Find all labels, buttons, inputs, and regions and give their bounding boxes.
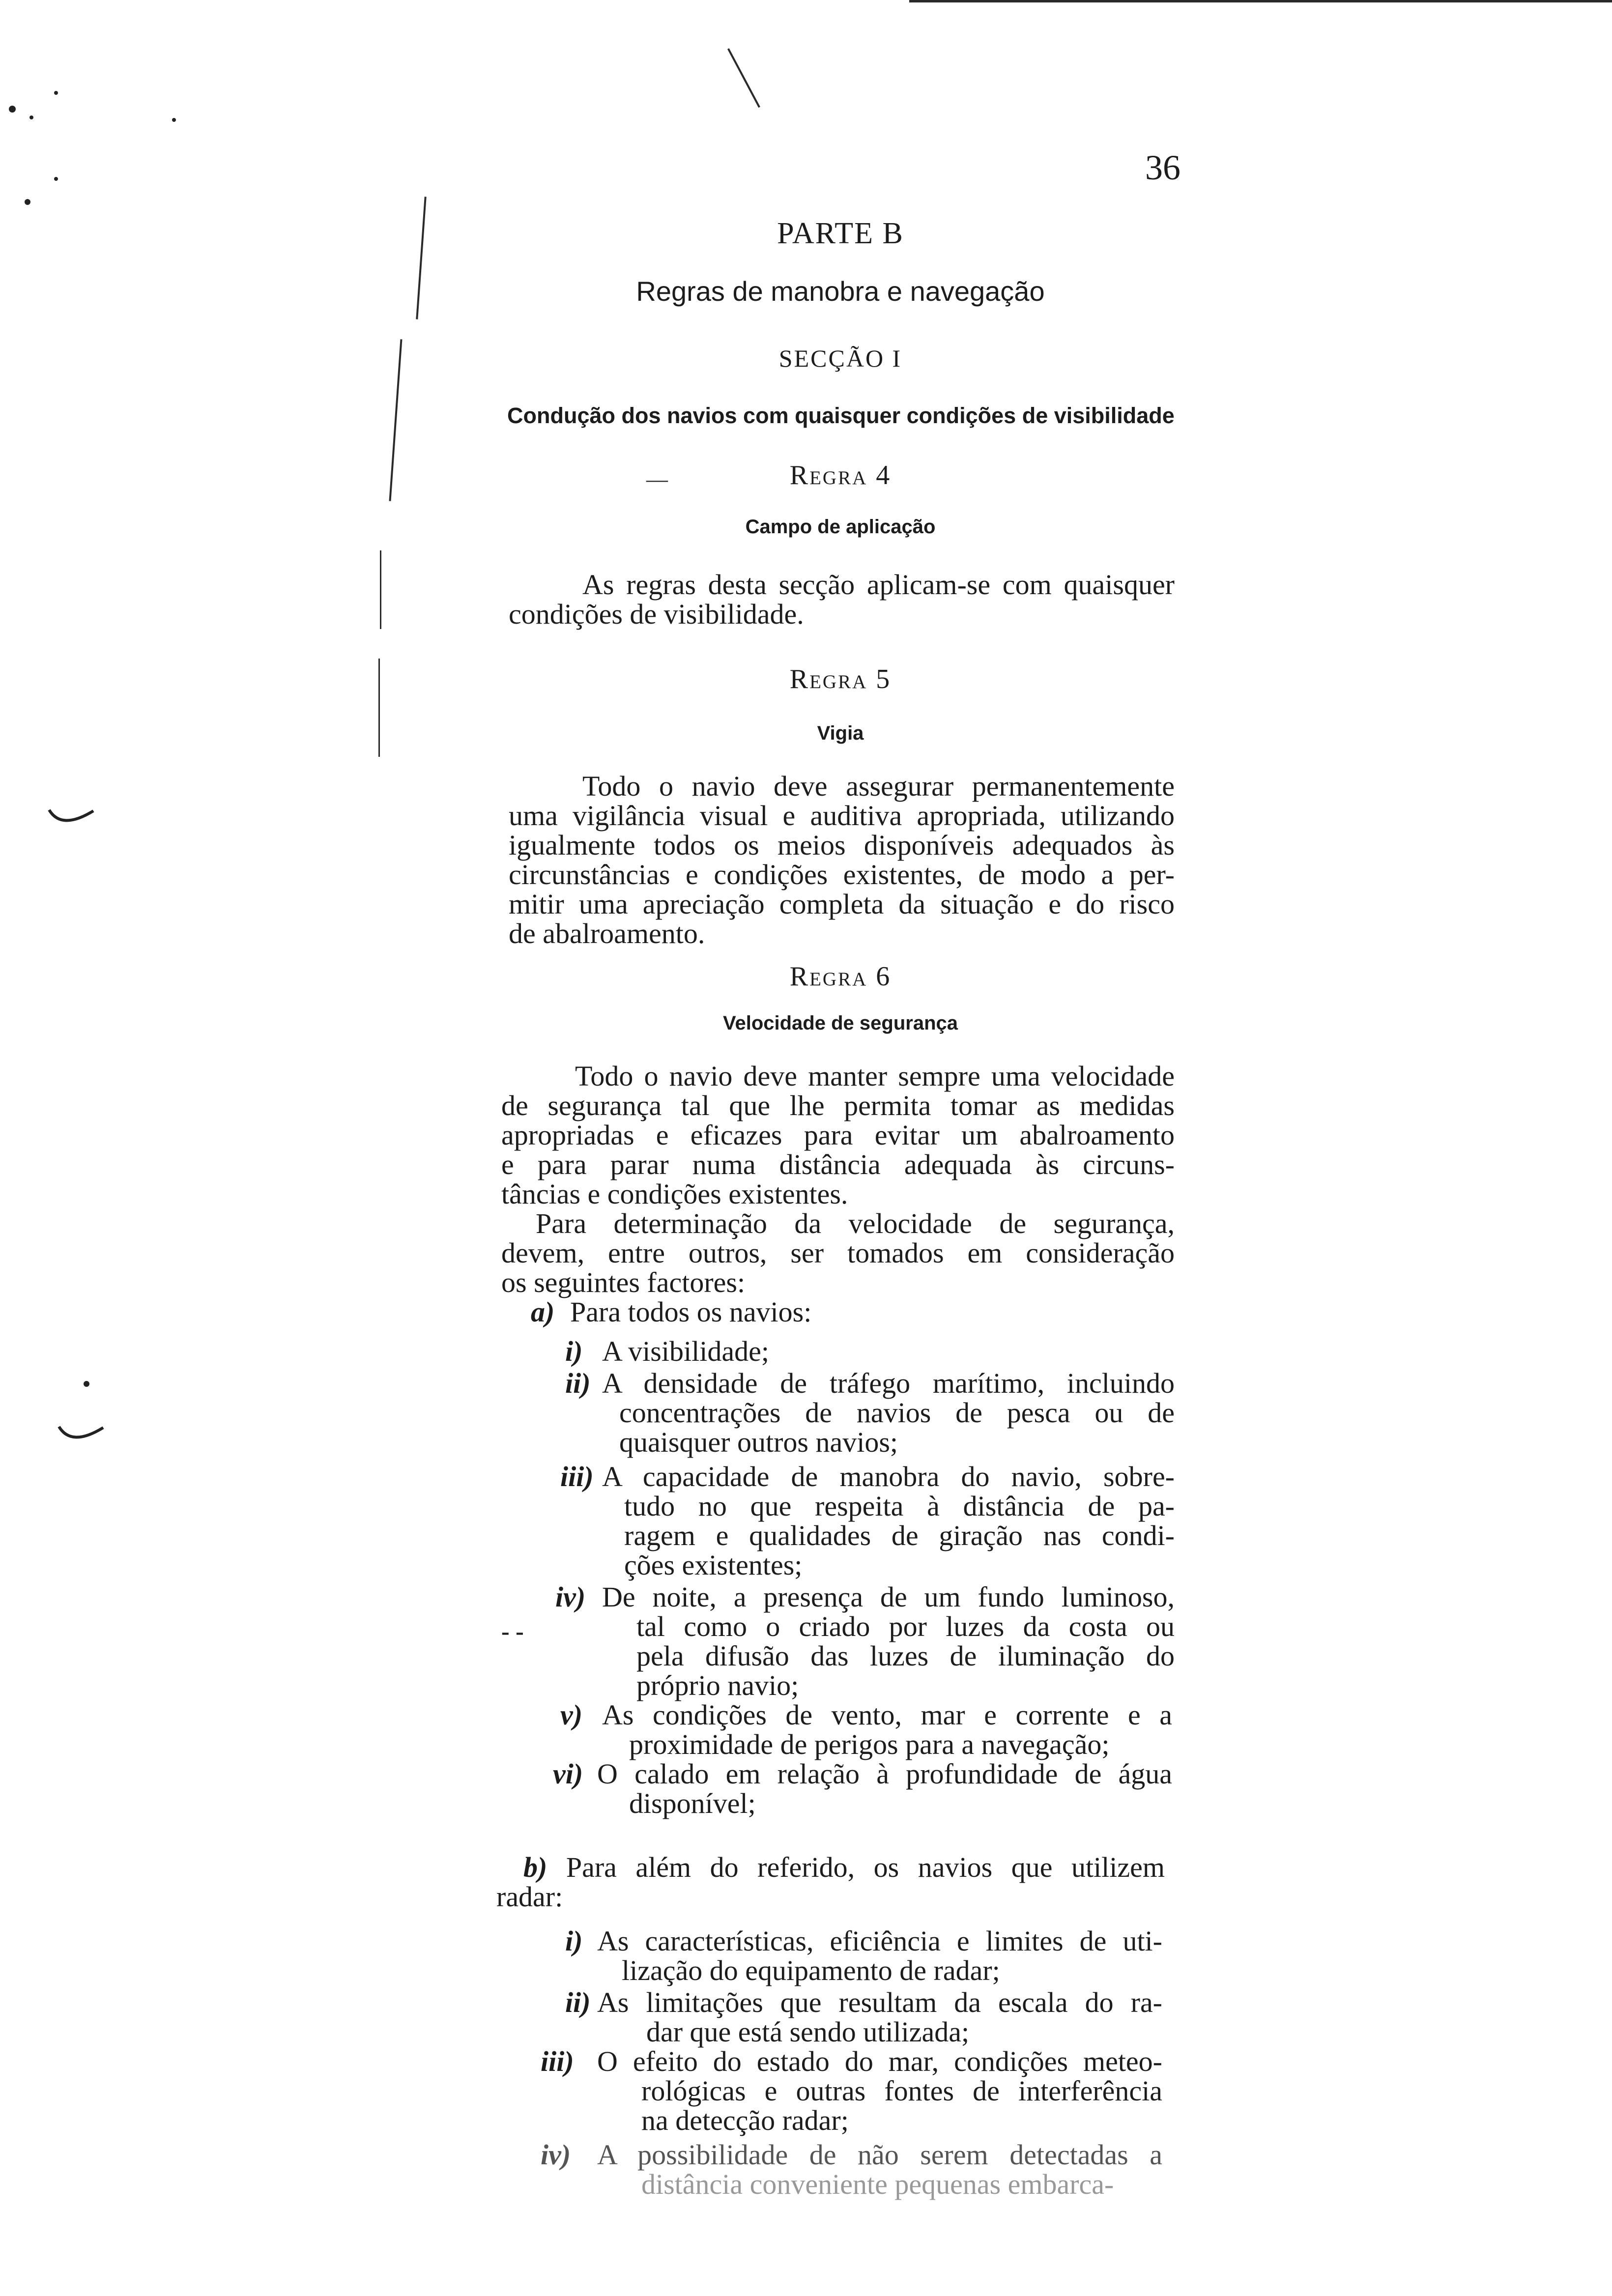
text-line: mitir uma apreciação completa da situação e do risco — [509, 888, 1175, 920]
part-subtitle: Regras de manobra e navegação — [636, 276, 1045, 307]
item-text: Para todos os navios: — [570, 1296, 812, 1328]
item-number: vi) — [553, 1758, 583, 1790]
text-line: As regras desta secção aplicam-se com quaisquer — [582, 569, 1175, 601]
margin-line-3 — [380, 550, 381, 629]
item-a-i — [565, 1337, 1175, 1366]
text-line: Todo o navio deve manter sempre uma velocidade — [575, 1060, 1175, 1092]
speck — [54, 177, 58, 181]
rule-5-text — [509, 772, 1175, 948]
text-line: lização do equipamento de radar; — [622, 1954, 1000, 1986]
item-b-i — [565, 1926, 1175, 1990]
rule-4-heading: Campo de aplicação — [745, 516, 936, 538]
text-line: Para determinação da velocidade de segurança, — [536, 1207, 1175, 1239]
item-a-iv — [555, 1582, 1175, 1705]
rule-5-heading: Vigia — [817, 722, 864, 744]
item-number: iv) — [541, 2139, 571, 2171]
item-number: iv) — [555, 1581, 586, 1613]
item-label: b) — [523, 1851, 547, 1883]
speck — [54, 91, 58, 95]
margin-curve-mark-1 — [47, 806, 96, 835]
text-line: condições de visibilidade. — [509, 598, 804, 630]
text-line: na detecção radar; — [641, 2104, 849, 2136]
text-line: As condições de vento, mar e corrente e a — [602, 1699, 1172, 1731]
text-line: Todo o navio deve assegurar permanentemente — [582, 770, 1175, 802]
item-b-iv — [541, 2140, 1175, 2204]
rule-6-heading: Velocidade de segurança — [723, 1012, 958, 1034]
item-b-iii — [541, 2047, 1175, 2140]
text-line: As limitações que resultam da escala do ra- — [597, 1986, 1162, 2018]
item-number: iii) — [560, 1461, 594, 1492]
section-label: SECÇÃO I — [778, 344, 902, 372]
speck — [172, 118, 176, 122]
speck — [25, 199, 30, 205]
item-a — [531, 1297, 1170, 1327]
text-line — [496, 1853, 1165, 1882]
item-a-iii — [560, 1462, 1175, 1585]
part-title: PARTE B — [777, 217, 904, 250]
section-title: Condução dos navios com quaisquer condições de visibilidade — [507, 403, 1175, 428]
text-line: pela difusão das luzes de iluminação do — [636, 1640, 1175, 1672]
speck — [84, 1381, 89, 1387]
text-line: tâncias e condições existentes. — [501, 1178, 848, 1210]
rule-5-label: Regra 5 — [789, 664, 892, 694]
text-line: A capacidade de manobra do navio, sobre- — [602, 1461, 1175, 1492]
text-line: De noite, a presença de um fundo luminoso, — [602, 1581, 1175, 1613]
rule-4-label: Regra 4 — [789, 460, 892, 490]
text-line: circunstâncias e condições existentes, de modo a per- — [509, 859, 1175, 890]
item-text: Para além do referido, os navios que utilizem — [566, 1851, 1165, 1883]
margin-line-2 — [389, 339, 402, 501]
text-line: A densidade de tráfego marítimo, incluindo — [602, 1367, 1175, 1399]
item-a-vi — [553, 1759, 1175, 1823]
text-line: de abalroamento. — [509, 918, 705, 949]
rule-6-label: Regra 6 — [789, 961, 892, 992]
margin-dashes: - - — [501, 1617, 524, 1645]
item-label: a) — [531, 1296, 555, 1328]
margin-curve-mark-2 — [57, 1423, 106, 1452]
text-line: disponível; — [629, 1787, 756, 1819]
text-line: devem, entre outros, ser tomados em consideração — [501, 1237, 1175, 1269]
item-number: i) — [565, 1335, 583, 1367]
speck — [29, 115, 33, 119]
text-line: de segurança tal que lhe permita tomar as medidas — [501, 1090, 1175, 1121]
margin-line-1 — [416, 197, 426, 319]
text-line: A possibilidade de não serem detectadas a — [597, 2139, 1162, 2171]
text-line: apropriadas e eficazes para evitar um abalroamento — [501, 1119, 1175, 1151]
dash-mark: — — [646, 467, 668, 491]
item-number: v) — [560, 1699, 583, 1731]
text-line: dar que está sendo utilizada; — [646, 2016, 970, 2048]
text-line: quaisquer outros navios; — [619, 1426, 898, 1458]
text-line: O efeito do estado do mar, condições meteo- — [597, 2045, 1162, 2077]
text-line: A visibilidade; — [602, 1335, 769, 1367]
item-number: ii) — [565, 1986, 591, 2018]
text-line: concentrações de navios de pesca ou de — [619, 1397, 1175, 1429]
top-edge-line — [909, 0, 1612, 2]
item-b — [496, 1853, 1165, 1912]
rule-6-paragraph-2 — [501, 1209, 1175, 1297]
text-line: próprio navio; — [636, 1669, 799, 1701]
text-line: e para parar numa distância adequada às circuns- — [501, 1148, 1175, 1180]
rule-6-paragraph-1 — [501, 1062, 1175, 1209]
item-a-ii — [565, 1369, 1175, 1462]
text-line: proximidade de perigos para a navegação; — [629, 1728, 1110, 1760]
text-line: distância conveniente pequenas embarca- — [641, 2168, 1114, 2200]
margin-line-4 — [378, 659, 380, 757]
text-line: radar: — [496, 1881, 563, 1913]
item-a-v — [560, 1700, 1175, 1764]
rule-4-text — [509, 570, 1175, 629]
text-line: ragem e qualidades de giração nas condi- — [624, 1520, 1175, 1551]
text-line: rológicas e outras fontes de interferência — [641, 2075, 1162, 2107]
text-line: O calado em relação à profundidade de água — [597, 1758, 1172, 1790]
item-number: ii) — [565, 1367, 591, 1399]
text-line: uma vigilância visual e auditiva apropriada, utilizando — [509, 800, 1175, 832]
item-number: i) — [565, 1925, 583, 1957]
text-line: os seguintes factores: — [501, 1266, 746, 1298]
speck — [9, 106, 16, 113]
item-b-ii — [565, 1988, 1175, 2052]
text-line: tudo no que respeita à distância de pa- — [624, 1490, 1175, 1522]
item-number: iii) — [541, 2045, 574, 2077]
text-line: As características, eficiência e limites de uti- — [597, 1925, 1162, 1957]
text-line: ções existentes; — [624, 1549, 803, 1581]
page-number: 36 — [1145, 148, 1180, 187]
diagonal-stroke-mark — [727, 48, 760, 108]
text-line: igualmente todos os meios disponíveis adequados às — [509, 829, 1175, 861]
text-line: tal como o criado por luzes da costa ou — [636, 1610, 1175, 1642]
